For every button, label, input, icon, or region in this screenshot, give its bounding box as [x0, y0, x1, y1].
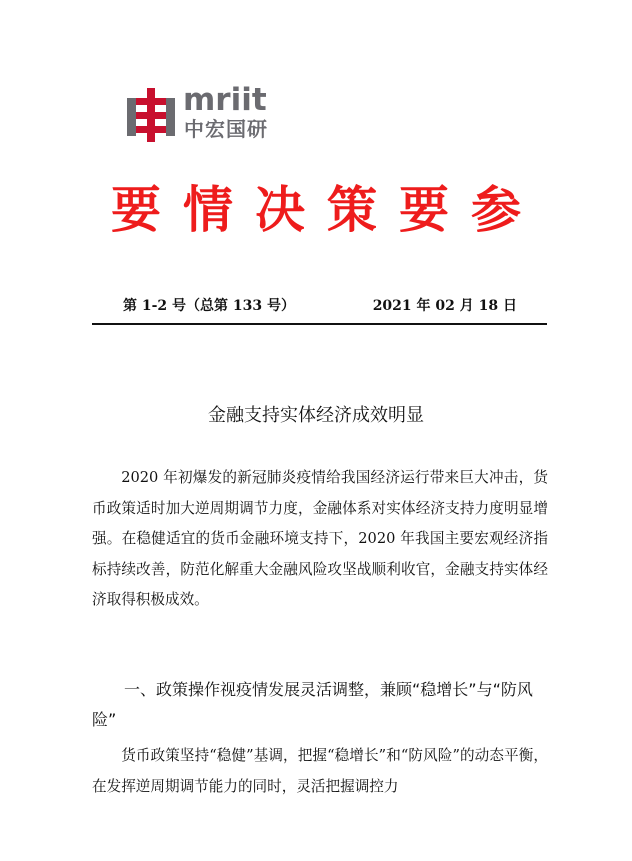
issue-number: 第 1-2 号（总第 133 号） [123, 298, 296, 314]
logo-wordmark: mriit [183, 82, 267, 118]
issue-date: 2021 年 02 月 18 日 [372, 298, 517, 314]
logo-chinese-name: 中宏国研 [184, 117, 268, 141]
section-body-paragraph: 货币政策坚持“稳健”基调，把握“稳增长”和“防风险”的动态平衡，在发挥逆周期调节能力的同时，灵活把握调控力 [92, 747, 548, 795]
article-title: 金融支持实体经济成效明显 [208, 405, 424, 426]
masthead-title: 要情决策要参 [111, 181, 543, 239]
mriit-logo-mark-icon [127, 88, 175, 142]
intro-paragraph: 2020 年初爆发的新冠肺炎疫情给我国经济运行带来巨大冲击，货币政策适时加大逆周期调节力度，金融体系对实体经济支持力度明显增强。在稳健适宜的货币金融环境支持下，2020 年我国主要宏观经济指标持续改善，防范化解重大金融风险攻坚战顺利收官，金融支持实体经济取得积极成效。 [92, 469, 548, 608]
section-heading: 一、政策操作视疫情发展灵活调整，兼顾“稳增长”与“防风险” [92, 680, 533, 729]
header-divider [92, 323, 547, 325]
mriit-logo [127, 84, 277, 146]
issue-info-row [95, 296, 547, 316]
